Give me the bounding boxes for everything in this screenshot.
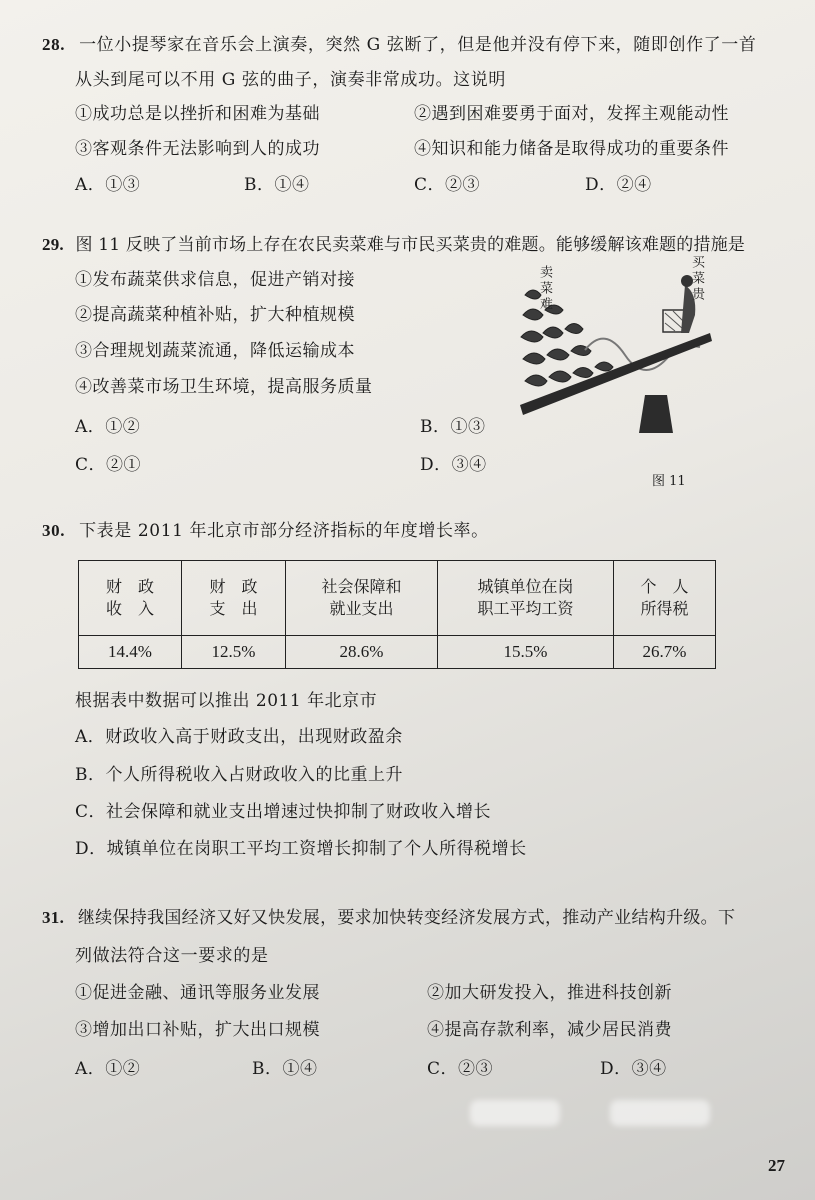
q28-statement-3: ③客观条件无法影响到人的成功 [75,139,320,159]
table-cell-fiscal-revenue: 14.4% [79,636,182,669]
scan-smudge [610,1100,710,1126]
table-cell-income-tax: 26.7% [614,636,716,669]
header-urban-wage-line1: 城镇单位在岗 [477,577,574,596]
q30-lead: 根据表中数据可以推出 2011 年北京市 [75,691,378,711]
q30-option-d: D．城镇单位在岗职工平均工资增长抑制了个人所得税增长 [75,839,527,859]
header-fiscal-revenue-line1: 财 政 [105,577,154,596]
table-row [79,636,716,669]
table-header-cell [438,561,614,636]
q29-stem [42,230,745,255]
q28-statement-1: ①成功总是以挫折和困难为基础 [75,104,320,124]
q29-option-c: C．②① [75,455,142,475]
q31-option-d: D．③④ [600,1059,667,1079]
table-cell-social-security: 28.6% [286,636,438,669]
q29-statement-3: ③合理规划蔬菜流通，降低运输成本 [75,341,355,361]
q29-stem-text: 图 11 反映了当前市场上存在农民卖菜难与市民买菜贵的难题。能够缓解该难题的措施是 [75,235,746,255]
q28-stem-line2: 从头到尾可以不用 G 弦的曲子，演奏非常成功。这说明 [75,70,506,90]
header-fiscal-revenue-line2: 收 入 [105,599,154,618]
q30-indicator-table [78,560,716,669]
q29-option-b: B．①③ [420,417,486,437]
header-social-security-line2: 就业支出 [329,599,394,618]
header-urban-wage-line2: 职工平均工资 [477,599,574,618]
q29-option-d: D．③④ [420,455,487,475]
table-cell-fiscal-expenditure: 12.5% [182,636,286,669]
header-income-tax-line2: 所得税 [640,599,689,618]
q28-option-a: A．①③ [75,175,141,195]
q30-stem-text: 下表是 2011 年北京市部分经济指标的年度增长率。 [79,521,489,541]
q31-statement-4: ④提高存款利率，减少居民消费 [427,1020,672,1040]
table-cell-urban-wage: 15.5% [438,636,614,669]
q31-statement-2: ②加大研发投入，推进科技创新 [427,983,672,1003]
q28-option-d: D．②④ [585,175,652,195]
q31-statement-3: ③增加出口补贴，扩大出口规模 [75,1020,320,1040]
q28-stem-text: 一位小提琴家在音乐会上演奏，突然 G 弦断了，但是他并没有停下来，随即创作了一首 [79,35,757,55]
q30-option-a: A．财政收入高于财政支出，出现财政盈余 [75,727,403,747]
seesaw-fulcrum [639,395,673,433]
q30-option-b: B．个人所得税收入占财政收入的比重上升 [75,765,403,785]
q30-stem [42,516,489,541]
scan-smudge [470,1100,560,1126]
table-header-cell [286,561,438,636]
q28-number: 28. [42,35,66,54]
q31-stem-line1 [42,903,735,928]
figure-11-caption: 图 11 [652,474,686,489]
header-social-security-line1: 社会保障和 [321,577,402,596]
q29-option-a: A．①② [75,417,141,437]
table-header-row [79,561,716,636]
q31-statement-1: ①促进金融、通讯等服务业发展 [75,983,320,1003]
q28-stem-line1 [42,30,756,55]
q31-stem-line2: 列做法符合这一要求的是 [75,946,269,966]
q31-number: 31. [42,908,65,927]
table-header-cell [614,561,716,636]
table-header-cell [182,561,286,636]
q28-statement-2: ②遇到困难要勇于面对，发挥主观能动性 [414,104,729,124]
figure-right-label-text: 买菜贵 [689,255,704,303]
q31-option-b: B．①④ [252,1059,318,1079]
page-number: 27 [768,1156,785,1175]
q29-statement-2: ②提高蔬菜种植补贴，扩大种植规模 [75,305,355,325]
q29-statement-4: ④改善菜市场卫生环境，提高服务质量 [75,377,373,397]
header-fiscal-expenditure-line1: 财 政 [209,577,258,596]
q29-statement-1: ①发布蔬菜供求信息，促进产销对接 [75,270,355,290]
q28-statement-4: ④知识和能力储备是取得成功的重要条件 [414,139,729,159]
header-fiscal-expenditure-line2: 支 出 [209,599,258,618]
figure-11-illustration [515,255,715,465]
table-header-cell [79,561,182,636]
q29-number: 29. [42,235,64,254]
q31-option-c: C．②③ [427,1059,494,1079]
q31-option-a: A．①② [75,1059,141,1079]
q30-number: 30. [42,521,66,540]
q31-stem-text: 继续保持我国经济又好又快发展，要求加快转变经济发展方式，推动产业结构升级。下 [77,908,736,928]
q28-option-c: C．②③ [414,175,481,195]
figure-left-label-text: 卖菜难 [537,265,552,313]
q30-option-c: C．社会保障和就业支出增速过快抑制了财政收入增长 [75,802,492,822]
header-income-tax-line1: 个 人 [640,577,689,596]
q28-option-b: B．①④ [244,175,310,195]
